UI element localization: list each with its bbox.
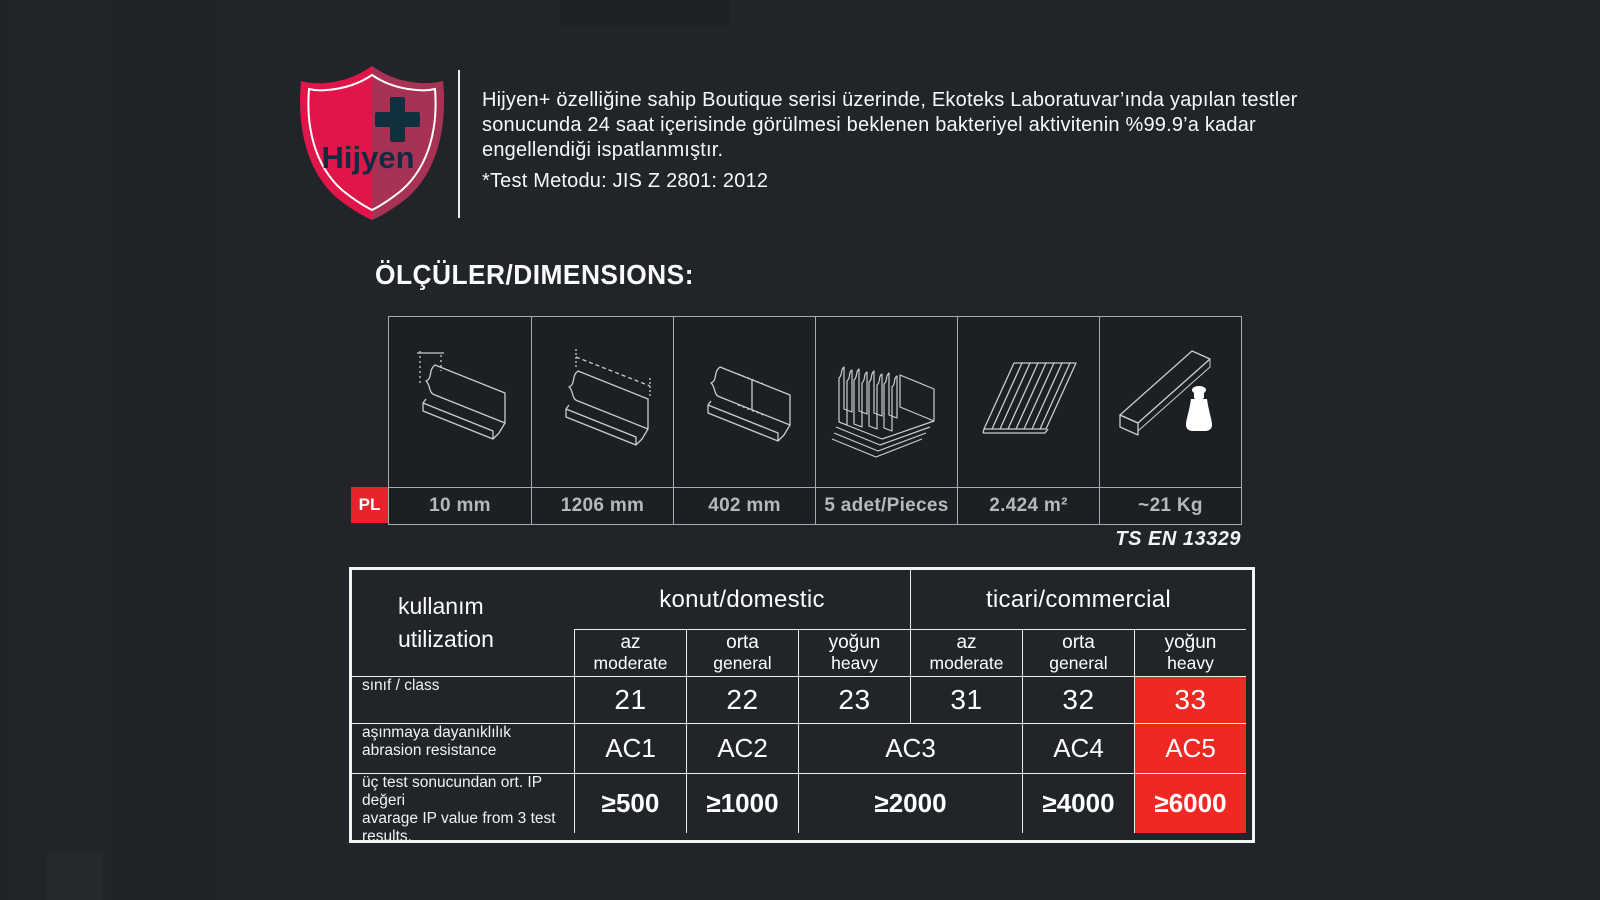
subheader-tr: az — [620, 632, 641, 653]
row-label-line: sınıf / class — [362, 677, 440, 694]
subheader-commercial-heavy — [1134, 630, 1246, 677]
pack-pieces-icon — [815, 317, 957, 487]
class-cell-33-highlighted: 33 — [1134, 677, 1246, 724]
background-texture — [110, 0, 215, 900]
pack-weight-icon — [1099, 317, 1241, 487]
ip-cell-500: ≥500 — [574, 774, 686, 833]
ip-cell-1000: ≥1000 — [686, 774, 798, 833]
subheader-en: general — [1049, 653, 1108, 673]
test-method-text: *Test Metodu: JIS Z 2801: 2012 — [482, 170, 769, 192]
standard-reference: TS EN 13329 — [1115, 528, 1241, 550]
abrasion-cell-ac5-highlighted: AC5 — [1134, 724, 1246, 774]
row-label-line: abrasion resistance — [362, 742, 497, 759]
subheader-domestic-moderate — [574, 630, 686, 677]
hygiene-claim-text: Hijyen+ özelliğine sahip Boutique serisi üzerinde, Ekoteks Laboratuvar’ında yapılan testler sonucunda 24 saat içerisinde görülmesi beklenen bakteriyel aktivitenin %99.9’a kadar engellendiği ispatlanmıştır. — [482, 89, 1298, 161]
row-label-abrasion — [352, 724, 574, 774]
corner-header-line2: utilization — [398, 626, 494, 652]
class-cell-22: 22 — [686, 677, 798, 724]
background-texture — [46, 852, 103, 900]
dimension-value-area: 2.424 m² — [957, 487, 1099, 524]
subheader-tr: az — [956, 632, 977, 653]
subheader-commercial-moderate — [910, 630, 1022, 677]
subheader-tr: orta — [1062, 632, 1095, 653]
group-header-commercial: ticari/commercial — [910, 570, 1246, 630]
pack-area-icon — [957, 317, 1099, 487]
corner-header — [352, 570, 574, 677]
row-label-line: avarage IP value from 3 test results. — [362, 810, 556, 845]
abrasion-cell-ac3: AC3 — [798, 724, 1022, 774]
subheader-en: general — [713, 653, 772, 673]
plank-width-icon — [673, 317, 815, 487]
shield-logo-text: Hijyen — [321, 140, 415, 175]
group-header-domestic: konut/domestic — [574, 570, 910, 630]
hijyen-shield-logo — [295, 62, 449, 224]
class-cell-21: 21 — [574, 677, 686, 724]
dimension-value-weight: ~21 Kg — [1099, 487, 1241, 524]
shield-icon — [295, 62, 449, 224]
subheader-en: heavy — [1167, 653, 1214, 673]
plank-thickness-icon — [389, 317, 531, 487]
subheader-en: heavy — [831, 653, 878, 673]
row-label-line: üç test sonucundan ort. IP değeri — [362, 774, 542, 809]
subheader-domestic-general — [686, 630, 798, 677]
row-label-line: aşınmaya dayanıklılık — [362, 724, 512, 741]
subheader-commercial-general — [1022, 630, 1134, 677]
row-label-ip-value — [352, 774, 574, 845]
subheader-domestic-heavy — [798, 630, 910, 677]
abrasion-cell-ac1: AC1 — [574, 724, 686, 774]
background-texture — [560, 0, 730, 26]
abrasion-cell-ac4: AC4 — [1022, 724, 1134, 774]
dimension-value-width: 402 mm — [673, 487, 815, 524]
class-cell-23: 23 — [798, 677, 910, 724]
ip-cell-4000: ≥4000 — [1022, 774, 1134, 833]
ip-cell-2000: ≥2000 — [798, 774, 1022, 833]
class-cell-31: 31 — [910, 677, 1022, 724]
abrasion-cell-ac2: AC2 — [686, 724, 798, 774]
subheader-tr: orta — [726, 632, 759, 653]
row-label-class — [352, 677, 574, 724]
utilization-table — [349, 567, 1255, 843]
ip-cell-6000-highlighted: ≥6000 — [1134, 774, 1246, 833]
dimension-value-length: 1206 mm — [531, 487, 673, 524]
dimensions-table — [388, 316, 1242, 525]
weight-glyph — [1186, 386, 1212, 431]
plank-length-icon — [531, 317, 673, 487]
dimension-value-thickness: 10 mm — [389, 487, 531, 524]
class-cell-32: 32 — [1022, 677, 1134, 724]
dimensions-heading: ÖLÇÜLER/DIMENSIONS: — [375, 259, 694, 290]
subheader-tr: yoğun — [1164, 632, 1217, 653]
subheader-en: moderate — [929, 653, 1004, 673]
dimension-value-pieces: 5 adet/Pieces — [815, 487, 957, 524]
subheader-en: moderate — [593, 653, 668, 673]
background-texture — [0, 0, 10, 900]
vertical-divider — [458, 70, 460, 218]
product-code-badge: PL — [351, 487, 388, 523]
subheader-tr: yoğun — [828, 632, 881, 653]
corner-header-line1: kullanım — [398, 593, 484, 619]
